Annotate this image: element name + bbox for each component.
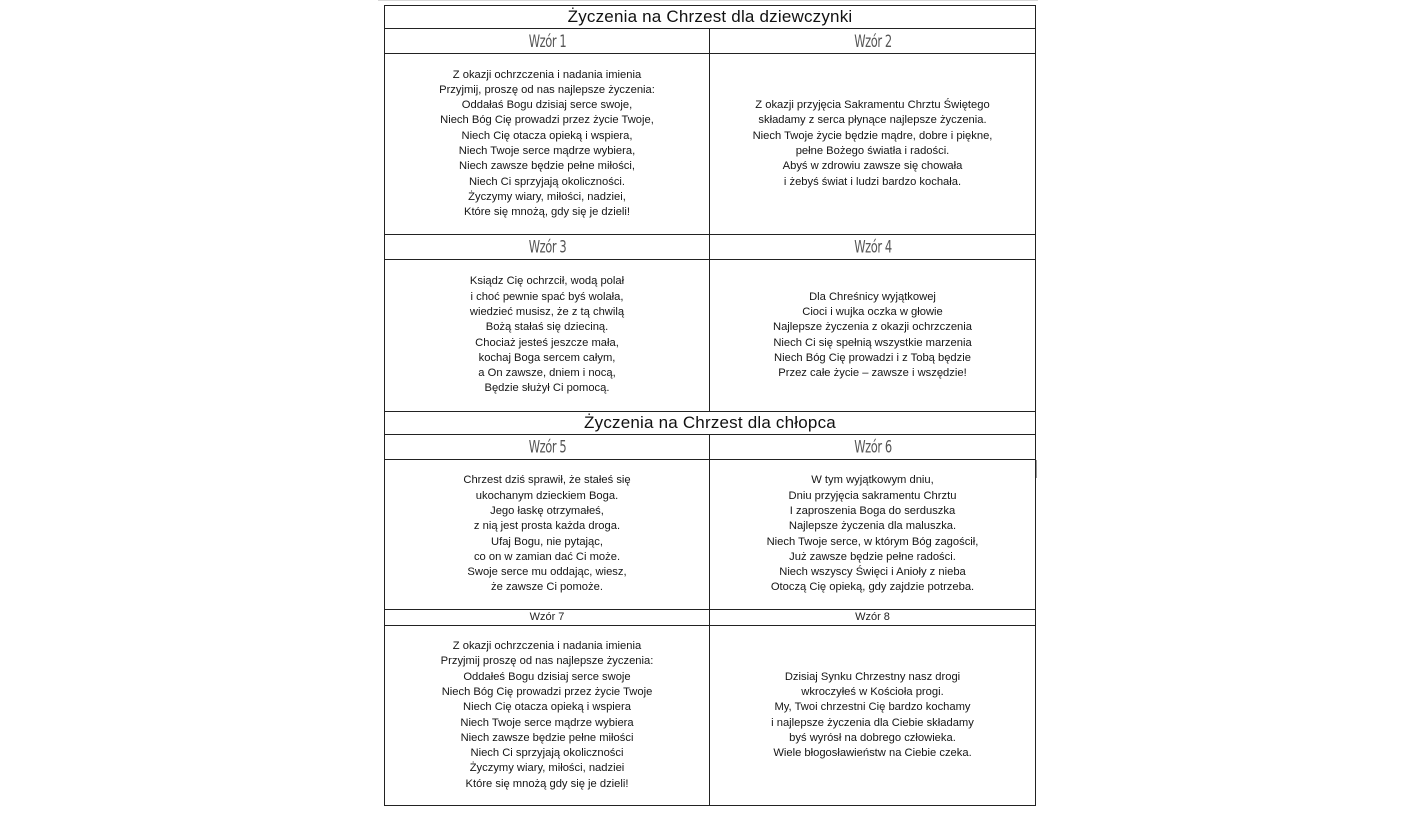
template-label-6: Wzór 6 [734,435,1011,460]
poem-line: Niech zawsze będzie pełne miłości [460,731,634,744]
poem-line: Z okazji ochrzczenia i nadania imienia [452,640,642,653]
poem-line: Niech Bóg Cię prowadzi i z Tobą będzie [774,351,971,364]
poem-line: Już zawsze będzie pełne radości. [789,550,956,563]
poem-line: Niech Cię otacza opieką i wspiera [463,701,631,714]
poem-line: Będzie służył Ci pomocą. [484,382,610,395]
poem-line: Dla Chreśnicy wyjątkowej [809,290,936,303]
poem-cell-8 [710,626,1036,806]
poem-line: Najlepsze życzenia z okazji ochrzczenia [773,321,972,334]
poem-line: Dzisiaj Synku Chrzestny nasz drogi [784,670,961,683]
poem-line: składamy z serca płynące najlepsze życzenia. [758,114,987,127]
poem-line: Wiele błogosławieństw na Ciebie czeka. [773,747,972,760]
poem-line: co on w zamian dać Ci może. [473,550,621,563]
poem-line: Życzymy wiary, miłości, nadziei, [468,190,626,203]
template-label-7: Wzór 7 [385,610,710,626]
poem-line: Niech Ci sprzyjają okoliczności [470,747,624,760]
poem-line: Niech Twoje serce mądrze wybiera, [458,145,636,157]
poem-line: I zaproszenia Boga do serduszka [789,504,956,517]
poem-line: Niech wszyscy Święci i Anioły z nieba [779,566,966,579]
poem-line: i choć pewnie spać byś wolała, [470,290,624,303]
poem-cell-6 [710,460,1036,610]
poem-line: wiedzieć musisz, że z tą chwilą [469,305,625,318]
poem-line: wkroczyłeś w Kościoła progi. [801,685,944,698]
text-cursor [1036,460,1037,478]
poem-line: Niech Bóg Cię prowadzi przez życie Twoje [441,685,653,698]
poem-line: Które się mnożą, gdy się je dzieli! [463,206,631,219]
poem-line: Dniu przyjęcia sakramentu Chrztu [788,489,957,502]
poem-line: ukochanym dzieckiem Boga. [475,489,619,502]
poem-line: Ksiądz Cię ochrzcił, wodą polał [469,275,625,288]
wishes-table [384,5,1036,806]
poem-cell-3 [385,260,710,412]
poem-line: Oddałeś Bogu dzisiaj serce swoje [463,670,631,683]
poem-line: Niech Twoje serce, w którym Bóg zagościł, [766,535,979,548]
poem-line: Niech Bóg Cię prowadzi przez życie Twoje, [440,114,654,127]
template-label-2: Wzór 2 [734,29,1011,54]
poem-line: Oddałaś Bogu dzisiaj serce swoje, [461,99,633,112]
poem-line: Przez całe życie – zawsze i wszędzie! [778,367,967,380]
poem-line: Chociaż jesteś jeszcze mała, [475,336,619,349]
poem-line: z nią jest prosta każda droga. [473,520,621,533]
poem-line: Które się mnożą gdy się je dzieli! [465,777,629,790]
poem-cell-5 [385,460,710,610]
poem-line: Przyjmij, proszę od nas najlepsze życzenia: [439,83,655,96]
poem-line: byś wyrósł na dobrego człowieka. [789,731,956,744]
poem-line: Ufaj Bogu, nie pytając, [491,535,603,548]
poem-line: Najlepsze życzenia dla maluszka. [788,520,957,533]
poem-line: Niech Twoje serce mądrze wybiera [460,716,634,729]
poem-line: Cioci i wujka oczka w głowie [802,305,943,318]
poem-line: Jego łaskę otrzymałeś, [490,504,604,517]
template-label-8: Wzór 8 [710,610,1036,626]
poem-line: W tym wyjątkowym dniu, [811,474,934,487]
poem-line: Abyś w zdrowiu zawsze się chowała [782,160,963,173]
poem-line: pełne Bożego światła i radości. [795,145,950,157]
poem-line: Życzymy wiary, miłości, nadziei [469,762,625,775]
poem-line: My, Twoi chrzestni Cię bardzo kochamy [774,701,971,714]
poem-line: Swoje serce mu oddając, wiesz, [467,566,627,579]
section-title-girl: Życzenia na Chrzest dla dziewczynki [385,6,1036,29]
poem-line: Otoczą Cię opieką, gdy zajdzie potrzeba. [770,581,975,594]
poem-line: Przyjmij proszę od nas najlepsze życzenia: [440,655,654,668]
poem-line: Chrzest dziś sprawił, że stałeś się [463,474,631,487]
template-label-5: Wzór 5 [409,435,685,460]
poem-line: kochaj Boga sercem całym, [478,351,616,364]
poem-cell-7 [385,626,710,806]
poem-line: Z okazji ochrzczenia i nadania imienia [452,68,642,81]
template-label-4: Wzór 4 [734,235,1011,260]
poem-line: Niech Ci sprzyjają okoliczności. [468,175,626,188]
poem-line: Niech Ci się spełnią wszystkie marzenia [773,336,972,349]
poem-line: a On zawsze, dniem i nocą, [478,367,616,380]
poem-line: że zawsze Ci pomoże. [491,581,603,594]
poem-line: Niech Cię otacza opieką i wspiera, [461,129,633,142]
template-label-1: Wzór 1 [409,29,685,54]
poem-cell-4 [710,260,1036,412]
poem-cell-2 [710,54,1036,235]
poem-line: Niech Twoje życie będzie mądre, dobre i piękne, [752,129,993,142]
poem-line: Z okazji przyjęcia Sakramentu Chrztu Świętego [755,99,990,112]
poem-line: i najlepsze życzenia dla Ciebie składamy [771,716,974,729]
section-title-boy: Życzenia na Chrzest dla chłopca [385,412,1036,435]
poem-line: Niech zawsze będzie pełne miłości, [459,160,635,173]
poem-line: Bożą stałaś się dzieciną. [485,321,609,334]
template-label-3: Wzór 3 [409,235,685,260]
page-edge [378,0,1038,1]
poem-line: i żebyś świat i ludzi bardzo kochała. [783,175,962,188]
poem-cell-1 [385,54,710,235]
